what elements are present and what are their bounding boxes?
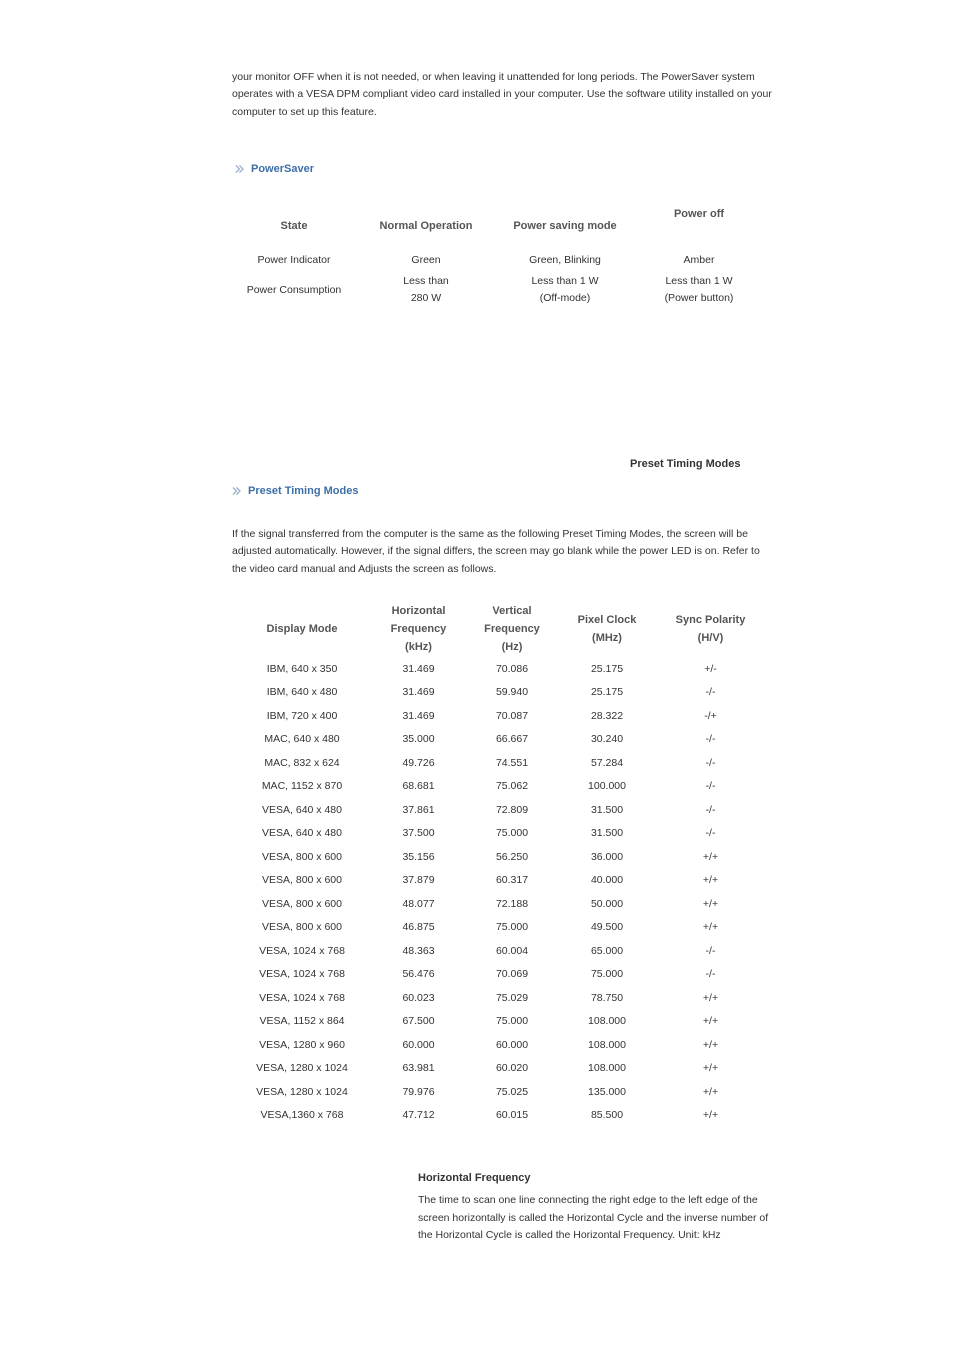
table-row (232, 845, 766, 869)
power-indicator-saving: Green, Blinking (529, 254, 601, 266)
header-display-mode: Display Mode (266, 623, 338, 635)
pixel-clock-cell: 31.500 (590, 803, 624, 816)
sync-polarity-cell: -/- (705, 733, 716, 746)
power-consumption-saving-line2: (Off-mode) (539, 292, 591, 304)
header-vertical-frequency (465, 601, 559, 657)
sync-polarity-cell: +/+ (702, 850, 719, 863)
display-mode-cell: VESA,1360 x 768 (260, 1109, 344, 1122)
powersaver-table (232, 202, 764, 309)
display-mode-cell: VESA, 1280 x 960 (259, 1038, 345, 1051)
header-state: State (280, 220, 308, 232)
horizontal-frequency-cell: 48.077 (402, 897, 435, 910)
power-consumption-normal (356, 271, 496, 309)
vertical-frequency-cell: 75.000 (495, 1015, 529, 1028)
header-sync-polarity (655, 601, 766, 657)
power-consumption-off-line1: Less than 1 W (665, 275, 733, 287)
sync-polarity-cell: +/+ (702, 1015, 719, 1028)
header-hfreq-line2: Frequency (390, 623, 447, 635)
vertical-frequency-cell: 66.667 (495, 733, 529, 746)
table-row (232, 1057, 766, 1081)
display-mode-cell: VESA, 1024 x 768 (259, 944, 345, 957)
header-sync-line1: Sync Polarity (675, 614, 746, 626)
horizontal-frequency-cell: 31.469 (402, 709, 435, 722)
power-consumption-saving-line1: Less than 1 W (531, 275, 599, 287)
power-indicator-row (232, 250, 764, 271)
header-clock-line2: (MHz) (592, 632, 622, 644)
table-row (232, 822, 766, 846)
display-mode-cell: VESA, 640 x 480 (262, 827, 342, 840)
display-mode-cell: IBM, 640 x 480 (266, 686, 338, 699)
power-consumption-off-line2: (Power button) (664, 292, 734, 304)
pixel-clock-cell: 85.500 (590, 1109, 624, 1122)
sync-polarity-cell: +/+ (702, 921, 719, 934)
table-row (232, 939, 766, 963)
pixel-clock-cell: 36.000 (590, 850, 624, 863)
header-power-off: Power off (673, 208, 725, 220)
horizontal-frequency-cell: 47.712 (402, 1109, 435, 1122)
header-vfreq-line1: Vertical (492, 605, 532, 617)
pixel-clock-cell: 50.000 (590, 897, 624, 910)
display-mode-cell: VESA, 1280 x 1024 (256, 1062, 348, 1075)
pixel-clock-cell: 57.284 (590, 756, 624, 769)
sync-polarity-cell: -/- (705, 944, 716, 957)
table-row (232, 1104, 766, 1128)
power-indicator-off: Amber (683, 254, 715, 266)
pixel-clock-cell: 49.500 (590, 921, 624, 934)
vertical-frequency-cell: 70.087 (495, 709, 529, 722)
table-row (232, 728, 766, 752)
preset-heading (232, 485, 358, 497)
table-row (232, 657, 766, 681)
sync-polarity-cell: -/- (705, 968, 716, 981)
pixel-clock-cell: 40.000 (590, 874, 624, 887)
table-row (232, 704, 766, 728)
sync-polarity-cell: +/+ (702, 1085, 719, 1098)
display-mode-cell: IBM, 640 x 350 (266, 662, 338, 675)
power-indicator-label: Power Indicator (257, 254, 331, 266)
display-mode-cell: VESA, 800 x 600 (262, 921, 342, 934)
vertical-frequency-cell: 70.069 (495, 968, 529, 981)
table-row (232, 892, 766, 916)
pixel-clock-cell: 31.500 (590, 827, 624, 840)
display-mode-cell: VESA, 1280 x 1024 (256, 1085, 348, 1098)
power-consumption-off (634, 271, 764, 309)
horizontal-frequency-cell: 68.681 (402, 780, 435, 793)
pixel-clock-cell: 78.750 (590, 991, 624, 1004)
pixel-clock-cell: 28.322 (590, 709, 624, 722)
horizontal-frequency-cell: 37.879 (402, 874, 435, 887)
table-row (232, 916, 766, 940)
vertical-frequency-cell: 72.809 (495, 803, 529, 816)
sync-polarity-cell: +/+ (702, 991, 719, 1004)
power-consumption-row (232, 271, 764, 309)
horizontal-frequency-cell: 37.861 (402, 803, 435, 816)
header-sync-line2: (H/V) (697, 632, 724, 644)
vertical-frequency-cell: 74.551 (495, 756, 529, 769)
sync-polarity-cell: -/- (705, 827, 716, 840)
horizontal-frequency-cell: 31.469 (402, 662, 435, 675)
pixel-clock-cell: 108.000 (588, 1038, 626, 1051)
display-mode-cell: IBM, 720 x 400 (266, 709, 338, 722)
powersaver-header-row (232, 202, 764, 250)
vertical-frequency-cell: 60.000 (495, 1038, 529, 1051)
preset-heading-label: Preset Timing Modes (248, 485, 359, 497)
horizontal-frequency-cell: 60.000 (402, 1038, 435, 1051)
horizontal-frequency-cell: 56.476 (402, 968, 435, 981)
vertical-frequency-cell: 75.029 (495, 991, 529, 1004)
display-mode-cell: VESA, 1024 x 768 (259, 968, 345, 981)
display-mode-cell: VESA, 640 x 480 (262, 803, 342, 816)
table-row (232, 681, 766, 705)
preset-description: If the signal transferred from the computer is the same as the following Preset Timing Modes, the screen will be adjusted automatically. However, if the signal differs, the screen may go blank while the power LED is on. Refer to the video card manual and Adjusts the screen as follows. (232, 528, 760, 575)
double-chevron-right-icon (235, 164, 245, 174)
display-mode-cell: MAC, 640 x 480 (264, 733, 340, 746)
horizontal-frequency-cell: 37.500 (402, 827, 435, 840)
table-row (232, 775, 766, 799)
pixel-clock-cell: 30.240 (590, 733, 624, 746)
horizontal-frequency-cell: 63.981 (402, 1062, 435, 1075)
powersaver-heading-label: PowerSaver (251, 163, 314, 175)
display-mode-cell: VESA, 1024 x 768 (259, 991, 345, 1004)
display-mode-cell: VESA, 800 x 600 (262, 897, 342, 910)
horizontal-frequency-cell: 79.976 (402, 1085, 435, 1098)
display-mode-cell: VESA, 800 x 600 (262, 874, 342, 887)
table-row (232, 798, 766, 822)
header-hfreq-line3: (kHz) (405, 641, 432, 653)
horizontal-frequency-cell: 67.500 (402, 1015, 435, 1028)
sync-polarity-cell: +/+ (702, 1062, 719, 1075)
horizontal-frequency-cell: 31.469 (402, 686, 435, 699)
horizontal-frequency-cell: 46.875 (402, 921, 435, 934)
vertical-frequency-cell: 60.317 (495, 874, 529, 887)
horizontal-frequency-cell: 48.363 (402, 944, 435, 957)
header-vfreq-line3: (Hz) (501, 641, 523, 653)
header-pixel-clock (559, 601, 655, 657)
vertical-frequency-cell: 75.000 (495, 921, 529, 934)
vertical-frequency-cell: 75.062 (495, 780, 529, 793)
table-row (232, 869, 766, 893)
vertical-frequency-cell: 75.025 (495, 1085, 529, 1098)
table-row (232, 1010, 766, 1034)
table-row (232, 1080, 766, 1104)
vertical-frequency-cell: 60.015 (495, 1109, 529, 1122)
sync-polarity-cell: -/- (705, 756, 716, 769)
pixel-clock-cell: 75.000 (590, 968, 624, 981)
horizontal-frequency-description: The time to scan one line connecting the right edge to the left edge of the screen horizontally is called the Horizontal Cycle and the inverse number of the Horizontal Cycle is called the Horizontal Frequency. Unit: kHz (418, 1194, 769, 1241)
preset-timing-modes-label: Preset Timing Modes (630, 458, 741, 470)
power-consumption-normal-line1: Less than (403, 275, 449, 287)
power-consumption-saving (496, 271, 634, 309)
sync-polarity-cell: +/+ (702, 1038, 719, 1051)
sync-polarity-cell: +/+ (702, 1109, 719, 1122)
sync-polarity-cell: +/+ (702, 874, 719, 887)
sync-polarity-cell: -/- (705, 780, 716, 793)
table-row (232, 986, 766, 1010)
horizontal-frequency-cell: 60.023 (402, 991, 435, 1004)
header-normal-operation: Normal Operation (379, 220, 473, 232)
vertical-frequency-cell: 59.940 (495, 686, 529, 699)
pixel-clock-cell: 25.175 (590, 686, 624, 699)
header-power-saving-mode: Power saving mode (513, 220, 617, 232)
pixel-clock-cell: 100.000 (588, 780, 626, 793)
table-row (232, 751, 766, 775)
display-mode-cell: MAC, 832 x 624 (264, 756, 340, 769)
pixel-clock-cell: 135.000 (588, 1085, 626, 1098)
pixel-clock-cell: 25.175 (590, 662, 624, 675)
pixel-clock-cell: 65.000 (590, 944, 624, 957)
power-indicator-normal: Green (411, 254, 441, 266)
table-row (232, 963, 766, 987)
header-clock-line1: Pixel Clock (577, 614, 637, 626)
display-mode-cell: VESA, 1152 x 864 (259, 1015, 345, 1028)
intro-paragraph: your monitor OFF when it is not needed, or when leaving it unattended for long periods. The PowerSaver system operates with a VESA DPM compliant video card installed in your computer. Use the software utility installed on your computer to set up this feature. (232, 71, 772, 118)
display-mode-cell: VESA, 800 x 600 (262, 850, 342, 863)
sync-polarity-cell: +/+ (702, 897, 719, 910)
timing-table (232, 601, 766, 1127)
vertical-frequency-cell: 72.188 (495, 897, 529, 910)
timing-header-row (232, 601, 766, 657)
horizontal-frequency-cell: 35.000 (402, 733, 435, 746)
sync-polarity-cell: -/- (705, 803, 716, 816)
vertical-frequency-cell: 75.000 (495, 827, 529, 840)
sync-polarity-cell: -/- (705, 686, 716, 699)
table-row (232, 1033, 766, 1057)
horizontal-frequency-title: Horizontal Frequency (418, 1172, 531, 1184)
power-consumption-label: Power Consumption (246, 283, 342, 296)
sync-polarity-cell: +/- (704, 662, 717, 675)
header-hfreq-line1: Horizontal (391, 605, 446, 617)
pixel-clock-cell: 108.000 (588, 1015, 626, 1028)
powersaver-heading (235, 163, 314, 175)
horizontal-frequency-cell: 49.726 (402, 756, 435, 769)
vertical-frequency-cell: 70.086 (495, 662, 529, 675)
power-consumption-normal-line2: 280 W (410, 292, 442, 304)
pixel-clock-cell: 108.000 (588, 1062, 626, 1075)
vertical-frequency-cell: 60.020 (495, 1062, 529, 1075)
display-mode-cell: MAC, 1152 x 870 (261, 780, 343, 793)
sync-polarity-cell: -/+ (704, 709, 717, 722)
vertical-frequency-cell: 60.004 (495, 944, 529, 957)
double-chevron-right-icon (232, 486, 242, 496)
header-vfreq-line2: Frequency (484, 623, 540, 635)
vertical-frequency-cell: 56.250 (495, 850, 529, 863)
header-horizontal-frequency (372, 601, 465, 657)
horizontal-frequency-cell: 35.156 (402, 850, 435, 863)
timing-table-body (232, 657, 766, 1127)
